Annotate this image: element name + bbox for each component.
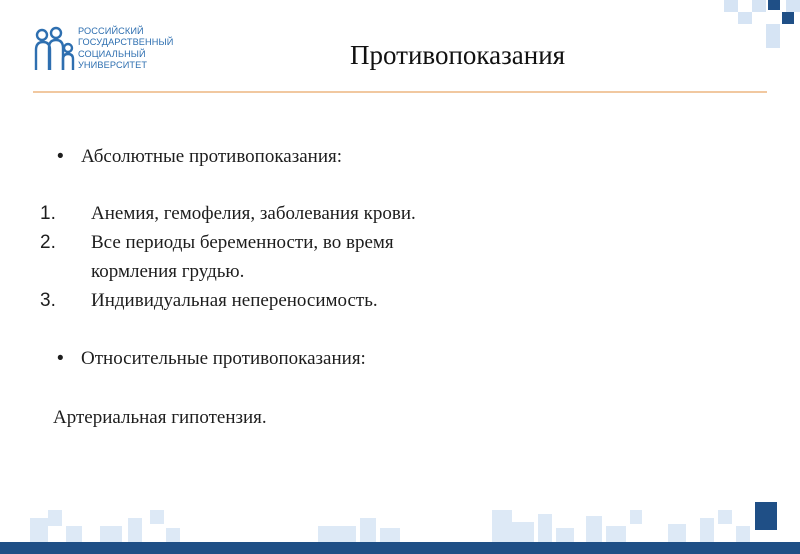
list-number: 1. [40,203,56,224]
list-number: 2. [40,232,56,253]
list-item-text: Анемия, гемофелия, заболевания крови. [91,203,416,224]
relative-note: Артериальная гипотензия. [53,407,267,428]
logo-line: РОССИЙСКИЙ [78,26,144,36]
logo-line: ГОСУДАРСТВЕННЫЙ [78,37,174,48]
logo-line: УНИВЕРСИТЕТ [78,60,148,71]
title-divider [33,91,767,93]
bullet-dot: • [57,146,64,167]
section-heading: Абсолютные противопоказания: [81,146,343,167]
people-logo-icon [32,26,76,72]
university-logo [32,26,192,72]
slide-title: Противопоказания [350,40,566,70]
logo-line: СОЦИАЛЬНЫЙ [78,48,146,59]
top-right-decoration [724,0,800,48]
list-item-text: Индивидуальная непереносимость. [91,290,378,311]
footer-bar [0,542,800,554]
list-item-text: кормления грудью. [91,261,245,282]
bullet-dot: • [57,348,64,369]
logo-text [78,26,173,72]
list-item-text: Все периоды беременности, во время [91,232,394,253]
bullet-relative [57,344,366,373]
list-number: 3. [40,290,56,311]
bullet-absolute [57,142,342,171]
section-heading: Относительные противопоказания: [81,348,366,369]
